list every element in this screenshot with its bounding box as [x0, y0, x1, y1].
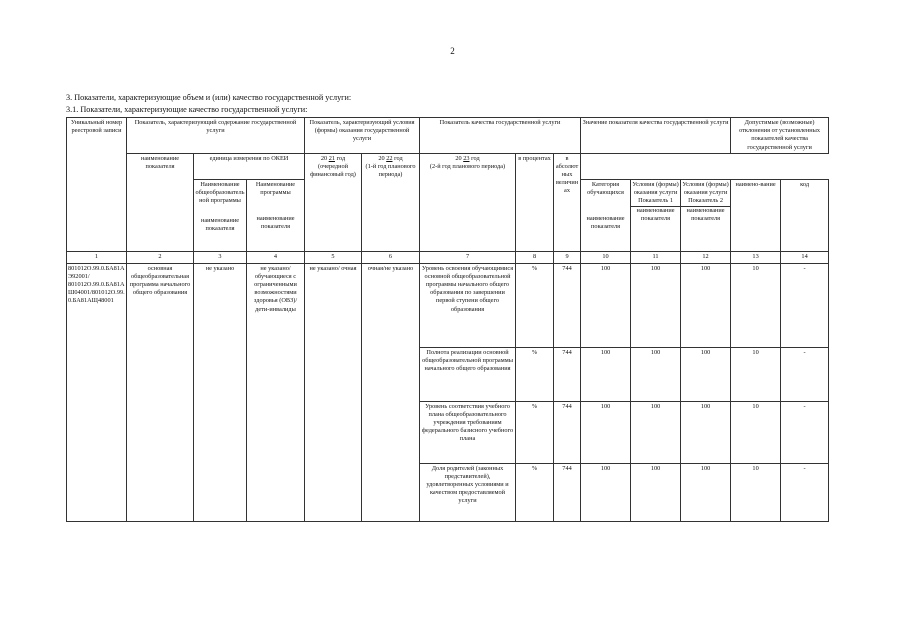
header-category: Категория обучающихся наименование показателя — [581, 179, 631, 251]
indicator-value-1: 100 — [581, 401, 631, 463]
indicator-value-2: 100 — [631, 401, 681, 463]
header-unit-name: наимено-вание — [731, 179, 781, 251]
indicator-absolute: - — [781, 347, 829, 401]
header-in-percent: в процентах — [516, 153, 554, 251]
indicator-code: 744 — [554, 347, 581, 401]
indicator-code: 744 — [554, 463, 581, 521]
header-year-2: 20 22 год (1-й год планового периода) — [362, 153, 420, 251]
indicator-name: Полнота реализации основной общеобразовательной программы начального общего образования — [420, 347, 516, 401]
header-year-3: 20 23 год (2-й год планового периода) — [420, 153, 516, 251]
header-condition-1: Условия (формы) оказания услуги Показатель 1 наименование показателя — [631, 179, 681, 251]
indicator-code: 744 — [554, 263, 581, 347]
col-number: 1 — [67, 251, 127, 263]
indicator-unit: % — [516, 347, 554, 401]
indicator-name: Доля родителей (законных представителей), удовлетворенных условиями и качеством предоставляемой услуги — [420, 463, 516, 521]
indicator-value-2: 100 — [631, 463, 681, 521]
col-number: 10 — [581, 251, 631, 263]
header-quality-value: Значение показателя качества государственной услуги — [581, 118, 731, 154]
indicator-value-2: 100 — [631, 263, 681, 347]
indicator-value-1: 100 — [581, 463, 631, 521]
col-number: 14 — [781, 251, 829, 263]
header-deviation: Допустимые (возможные) отклонения от установленных показателей качества государственной услуги — [731, 118, 829, 154]
indicator-absolute: - — [781, 463, 829, 521]
page-number: 2 — [450, 46, 455, 56]
indicator-percent: 10 — [731, 463, 781, 521]
col-number: 11 — [631, 251, 681, 263]
record-program: основная общеобразовательная программа начального общего образования — [127, 263, 194, 521]
indicator-percent: 10 — [731, 347, 781, 401]
header-unique-number: Уникальный номер реестровой записи — [67, 118, 127, 252]
indicator-absolute: - — [781, 401, 829, 463]
record-condition-1: не указано/ очная — [305, 263, 362, 521]
indicator-value-1: 100 — [581, 347, 631, 401]
header-in-absolute: в абсолютных величинах — [554, 153, 581, 251]
header-conditions-indicator: Показатель, характеризующий условия (формы) оказания государственной услуги — [305, 118, 420, 154]
header-quality-indicator: Показатель качества государственной услуги — [420, 118, 581, 154]
table-row — [67, 263, 829, 347]
col-number: 12 — [681, 251, 731, 263]
indicator-value-3: 100 — [681, 401, 731, 463]
header-program: Наименование общеобразовательной программы наименование показателя — [194, 179, 247, 251]
indicator-name: Уровень освоения обучающимися основной общеобразовательной программы начального общего образования по завершении первой ступени общего образования — [420, 263, 516, 347]
header-condition-2: Условия (формы) оказания услуги Показатель 2 наименование показателя — [681, 179, 731, 251]
indicator-value-3: 100 — [681, 263, 731, 347]
indicator-value-3: 100 — [681, 347, 731, 401]
col-number: 2 — [127, 251, 194, 263]
record-category: не указано/ обучающиеся с ограниченными возможностями здоровья (ОВЗ)/дети-инвалиды — [247, 263, 305, 521]
header-indicator-name: наименование показателя — [127, 153, 194, 251]
indicator-percent: 10 — [731, 401, 781, 463]
indicator-value-3: 100 — [681, 463, 731, 521]
section-heading: 3. Показатели, характеризующие объем и (или) качество государственной услуги: — [66, 93, 352, 102]
indicator-percent: 10 — [731, 263, 781, 347]
col-number: 13 — [731, 251, 781, 263]
header-unit-okei: единица измерения по ОКЕИ — [194, 153, 305, 179]
col-number: 6 — [362, 251, 420, 263]
col-number: 7 — [420, 251, 516, 263]
col-number: 8 — [516, 251, 554, 263]
column-numbers-row — [67, 251, 829, 263]
col-number: 9 — [554, 251, 581, 263]
indicator-unit: % — [516, 463, 554, 521]
subsection-heading: 3.1. Показатели, характеризующие качество государственной услуги: — [66, 105, 308, 114]
indicator-unit: % — [516, 401, 554, 463]
header-unit-code: код — [781, 179, 829, 251]
record-code: 801012О.99.0.БА81АЭ92001/ 801012О.99.0.БА81АШ04001/801012О.99.0.БА81АЩ48001 — [67, 263, 127, 521]
header-program-name: Наименование программы наименование показателя — [247, 179, 305, 251]
indicator-absolute: - — [781, 263, 829, 347]
col-number: 5 — [305, 251, 362, 263]
header-content-indicator: Показатель, характеризующий содержание государственной услуги — [127, 118, 305, 154]
record-program-name: не указано — [194, 263, 247, 521]
header-year-1: 20 21 год (очередной финансовый год) — [305, 153, 362, 251]
indicator-value-1: 100 — [581, 263, 631, 347]
indicator-value-2: 100 — [631, 347, 681, 401]
indicator-unit: % — [516, 263, 554, 347]
col-number: 3 — [194, 251, 247, 263]
indicator-code: 744 — [554, 401, 581, 463]
indicator-name: Уровень соответствия учебного плана общеобразовательного учреждения требованиям федерального базисного учебного плана — [420, 401, 516, 463]
record-condition-2: очная/не указано — [362, 263, 420, 521]
quality-indicators-table — [66, 117, 829, 522]
col-number: 4 — [247, 251, 305, 263]
